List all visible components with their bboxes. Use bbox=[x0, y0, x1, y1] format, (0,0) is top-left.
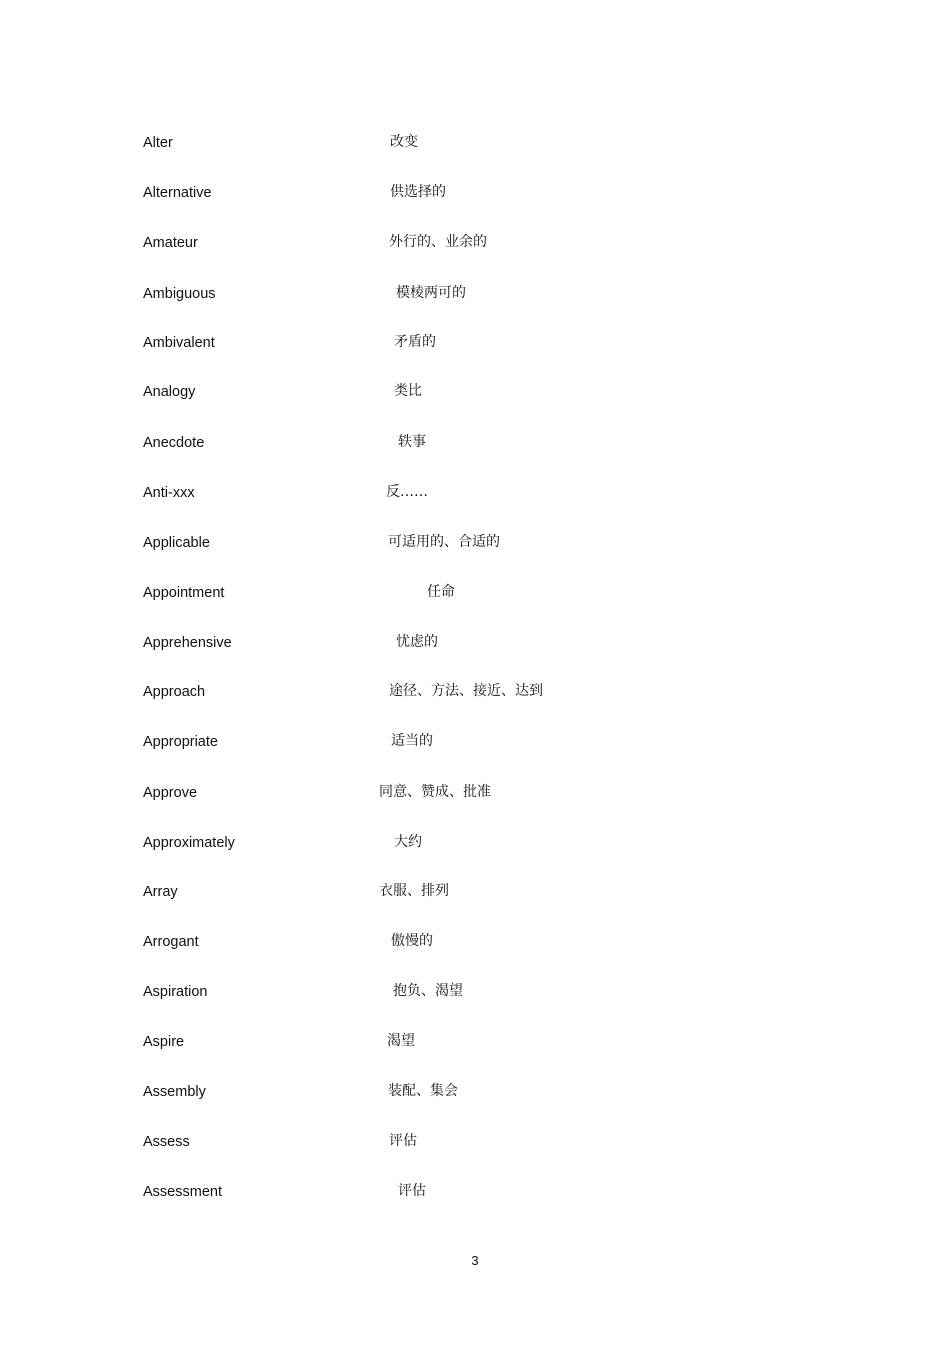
vocab-gloss: 傲慢的 bbox=[391, 933, 433, 949]
vocab-term: Alternative bbox=[143, 185, 212, 201]
vocab-term: Array bbox=[143, 884, 178, 900]
vocab-entry bbox=[0, 282, 950, 306]
vocab-gloss: 装配、集会 bbox=[388, 1083, 458, 1099]
vocab-term: Apprehensive bbox=[143, 635, 232, 651]
vocab-gloss: 可适用的、合适的 bbox=[388, 534, 500, 550]
vocab-gloss: 改变 bbox=[390, 134, 418, 150]
vocab-term: Aspiration bbox=[143, 984, 208, 1000]
vocab-term: Aspire bbox=[143, 1034, 185, 1050]
vocab-entry bbox=[0, 730, 950, 754]
vocab-gloss: 供选择的 bbox=[390, 184, 446, 200]
vocab-term: Ambiguous bbox=[143, 286, 216, 302]
vocab-gloss: 评估 bbox=[389, 1133, 417, 1149]
vocab-gloss: 矛盾的 bbox=[394, 334, 436, 350]
vocab-term: Analogy bbox=[143, 384, 196, 400]
vocab-entry bbox=[0, 1080, 950, 1104]
vocab-entry bbox=[0, 631, 950, 655]
vocab-entry bbox=[0, 831, 950, 855]
vocab-gloss: 渴望 bbox=[387, 1033, 415, 1049]
vocab-gloss: 同意、赞成、批准 bbox=[379, 784, 491, 800]
vocab-term: Assembly bbox=[143, 1084, 206, 1100]
vocab-entry bbox=[0, 481, 950, 505]
vocab-term: Ambivalent bbox=[143, 335, 215, 351]
vocab-entry bbox=[0, 531, 950, 555]
page-number: 3 bbox=[471, 1253, 479, 1268]
vocab-gloss: 大约 bbox=[394, 834, 422, 850]
vocab-gloss: 评估 bbox=[398, 1183, 426, 1199]
vocab-term: Anti-xxx bbox=[143, 485, 195, 501]
vocab-gloss: 外行的、业余的 bbox=[389, 234, 487, 250]
vocab-entry bbox=[0, 1030, 950, 1054]
vocab-entry bbox=[0, 781, 950, 805]
vocab-term: Arrogant bbox=[143, 934, 199, 950]
vocab-entry bbox=[0, 231, 950, 255]
vocab-term: Approximately bbox=[143, 835, 235, 851]
vocab-entry bbox=[0, 431, 950, 455]
vocab-gloss: 抱负、渴望 bbox=[393, 983, 463, 999]
vocab-gloss: 途径、方法、接近、达到 bbox=[389, 683, 543, 699]
vocab-term: Applicable bbox=[143, 535, 210, 551]
vocab-gloss: 反…… bbox=[386, 484, 428, 500]
vocab-entry bbox=[0, 930, 950, 954]
vocab-entry bbox=[0, 581, 950, 605]
vocab-term: Alter bbox=[143, 135, 173, 151]
vocab-entry bbox=[0, 131, 950, 155]
vocab-gloss: 类比 bbox=[394, 383, 422, 399]
vocab-entry bbox=[0, 181, 950, 205]
vocab-gloss: 轶事 bbox=[398, 434, 426, 450]
vocab-entry bbox=[0, 1130, 950, 1154]
vocab-term: Anecdote bbox=[143, 435, 205, 451]
vocab-gloss: 忧虑的 bbox=[396, 634, 438, 650]
vocab-gloss: 任命 bbox=[427, 584, 455, 600]
vocab-term: Approach bbox=[143, 684, 206, 700]
vocab-term: Assessment bbox=[143, 1184, 222, 1200]
vocab-gloss: 适当的 bbox=[391, 733, 433, 749]
vocab-entry bbox=[0, 680, 950, 704]
vocab-term: Appointment bbox=[143, 585, 225, 601]
vocab-term: Appropriate bbox=[143, 734, 218, 750]
vocab-term: Assess bbox=[143, 1134, 190, 1150]
vocab-entry bbox=[0, 980, 950, 1004]
vocab-term: Approve bbox=[143, 785, 198, 801]
vocab-entry bbox=[0, 331, 950, 355]
vocab-gloss: 衣服、排列 bbox=[379, 883, 449, 899]
vocab-entry bbox=[0, 1180, 950, 1204]
vocab-entry bbox=[0, 380, 950, 404]
vocab-term: Amateur bbox=[143, 235, 198, 251]
vocab-gloss: 模棱两可的 bbox=[396, 285, 466, 301]
vocab-entry bbox=[0, 880, 950, 904]
